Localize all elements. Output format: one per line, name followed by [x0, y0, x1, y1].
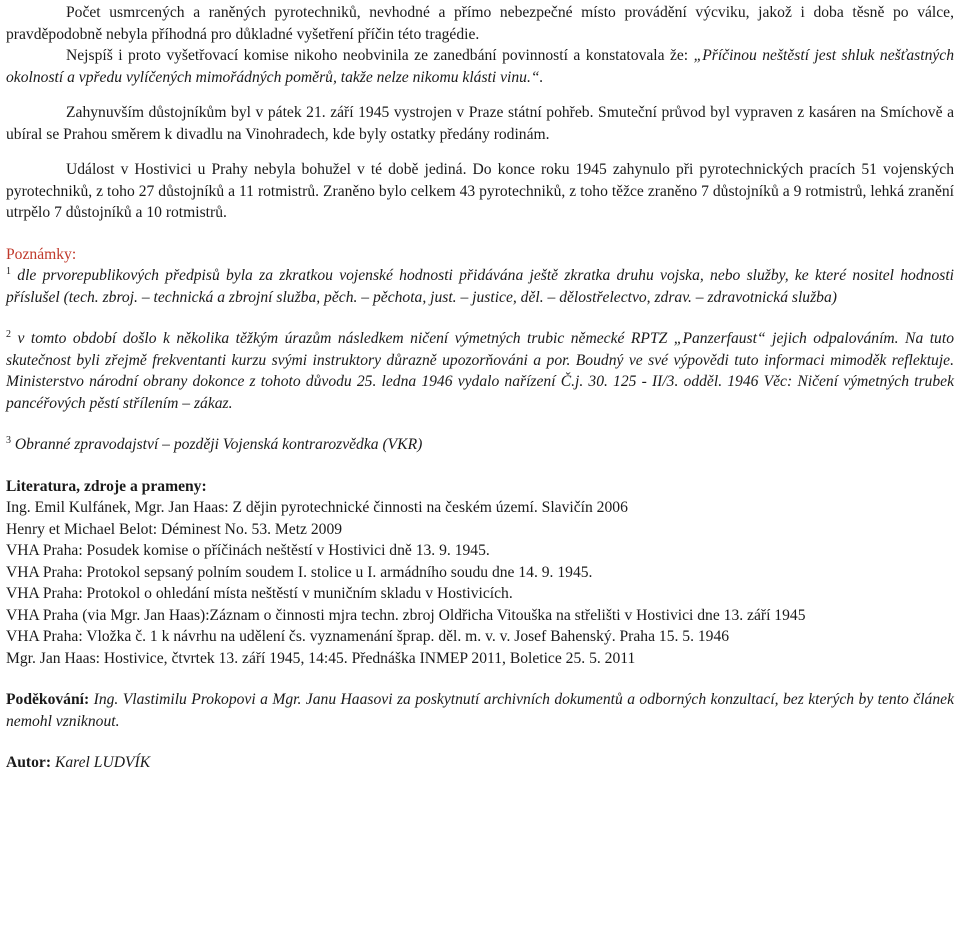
author-name: Karel LUDVÍK: [51, 754, 151, 771]
note-1-text: dle prvorepublikových předpisů byla za zkratkou vojenské hodnosti přidávána ještě zkratka druhu vojska, nebo služby, ke které nositel hodnosti příslušel (tech. zbroj. – technická a zbrojní služba, pěch. – pěchota, just. – justice, děl. – dělostřelectvo, zdrav. – zdravotnická služba): [6, 267, 954, 306]
literature-heading: Literatura, zdroje a prameny:: [6, 477, 207, 495]
acknowledgements: [6, 689, 954, 732]
note-3-number: 3: [6, 434, 11, 446]
note-3: [6, 434, 954, 456]
commission-quote: „Příčinou neštěstí jest shluk nešťastných okolností a vpředu vylíčených mimořádných poměrů, takže nelze nikomu klásti vinu.“.: [6, 47, 955, 86]
notes-heading: Poznámky:: [6, 245, 77, 263]
literature-item: VHA Praha: Protokol sepsaný polním soudem I. stolice u I. armádního soudu dne 14. 9. 1945.: [6, 563, 593, 581]
acknowledgements-label: Poděkování:: [6, 691, 90, 708]
note-1: [6, 265, 954, 308]
commission-text: Nejspíš i proto vyšetřovací komise nikoho neobvinila ze zanedbání povinností a konstatovala že:: [66, 47, 694, 64]
note-2-number: 2: [6, 328, 11, 340]
author-label: Autor:: [6, 754, 52, 771]
acknowledgements-text: Ing. Vlastimilu Prokopovi a Mgr. Janu Haasovi za poskytnutí archivních dokumentů a odborných konzultací, bez kterých by tento článek nemohl vzniknout.: [6, 691, 954, 730]
note-3-text: Obranné zpravodajství – později Vojenská kontrarozvědka (VKR): [14, 436, 423, 453]
note-1-number: 1: [6, 265, 11, 277]
funeral-paragraph: Zahynuvším důstojníkům byl v pátek 21. září 1945 vystrojen v Praze státní pohřeb. Smuteční průvod byl vypraven z kasáren na Smíchově a ubíral se Prahou směrem k divadlu na Vinohradech, kde byly ostatky předány rodinám.: [6, 104, 954, 143]
literature-item: VHA Praha: Vložka č. 1 k návrhu na udělení čs. vyznamenání šprap. děl. m. v. v. Josef Bahenský. Praha 15. 5. 1946: [6, 628, 730, 645]
author-line: [6, 752, 954, 774]
note-2-text: v tomto období došlo k několika těžkým úrazům následkem ničení výmetných trubic německé RPTZ „Panzerfaust“ jejich odpalováním. Na tuto skutečnost byli zřejmě frekventanti kurzu svými instruktory důrazně upozorňováni a por. Boudný ve své výpovědi tuto informaci mimoděk reflektuje. Ministerstvo národní obrany dokonce z tohoto důvodu 25. ledna 1946 vydalo nařízení Č.j. 30. 125 - II/3. odděl. 1946 Věc: Ničení výmetných trubek pancéřových pěstí střílením – zákaz.: [6, 330, 954, 412]
intro-section: [6, 2, 954, 88]
literature-item: Henry et Michael Belot: Déminest No. 53. Metz 2009: [6, 520, 343, 538]
note-2: [6, 328, 954, 414]
literature-item: Mgr. Jan Haas: Hostivice, čtvrtek 13. září 1945, 14:45. Přednáška INMEP 2011, Boletice 25. 5. 2011: [6, 649, 636, 667]
literature-item: Ing. Emil Kulfánek, Mgr. Jan Haas: Z dějin pyrotechnické činnosti na českém území. Slavičín 2006: [6, 499, 628, 516]
literature-list: [6, 497, 954, 669]
commission-paragraph: [6, 45, 954, 88]
intro-paragraph: Počet usmrcených a raněných pyrotechniků, nevhodné a přímo nebezpečné místo provádění výcviku, jakož i doba těsně po válce, pravděpodobně nebyla příhodná pro důkladné vyšetření příčin této tragédie.: [6, 4, 954, 43]
literature-item: VHA Praha: Protokol o ohledání místa neštěstí v muničním skladu v Hostivicích.: [6, 585, 513, 602]
document-page: [0, 2, 960, 944]
literature-item: VHA Praha: Posudek komise o příčinách neštěstí v Hostivici dně 13. 9. 1945.: [6, 542, 490, 559]
literature-item: VHA Praha (via Mgr. Jan Haas):Záznam o činnosti mjra techn. zbroj Oldřicha Vitouška na střelišti v Hostivici dne 13. září 1945: [6, 606, 806, 624]
event-paragraph: Událost v Hostivici u Prahy nebyla bohužel v té době jediná. Do konce roku 1945 zahynulo při pyrotechnických pracích 51 vojenských pyrotechniků, z toho 27 důstojníků a 11 rotmistrů. Zraněno bylo celkem 43 pyrotechniků, z toho těžce zraněno 7 důstojníků a 9 rotmistrů, lehká zranění utrpělo 7 důstojníků a 10 rotmistrů.: [6, 161, 954, 221]
